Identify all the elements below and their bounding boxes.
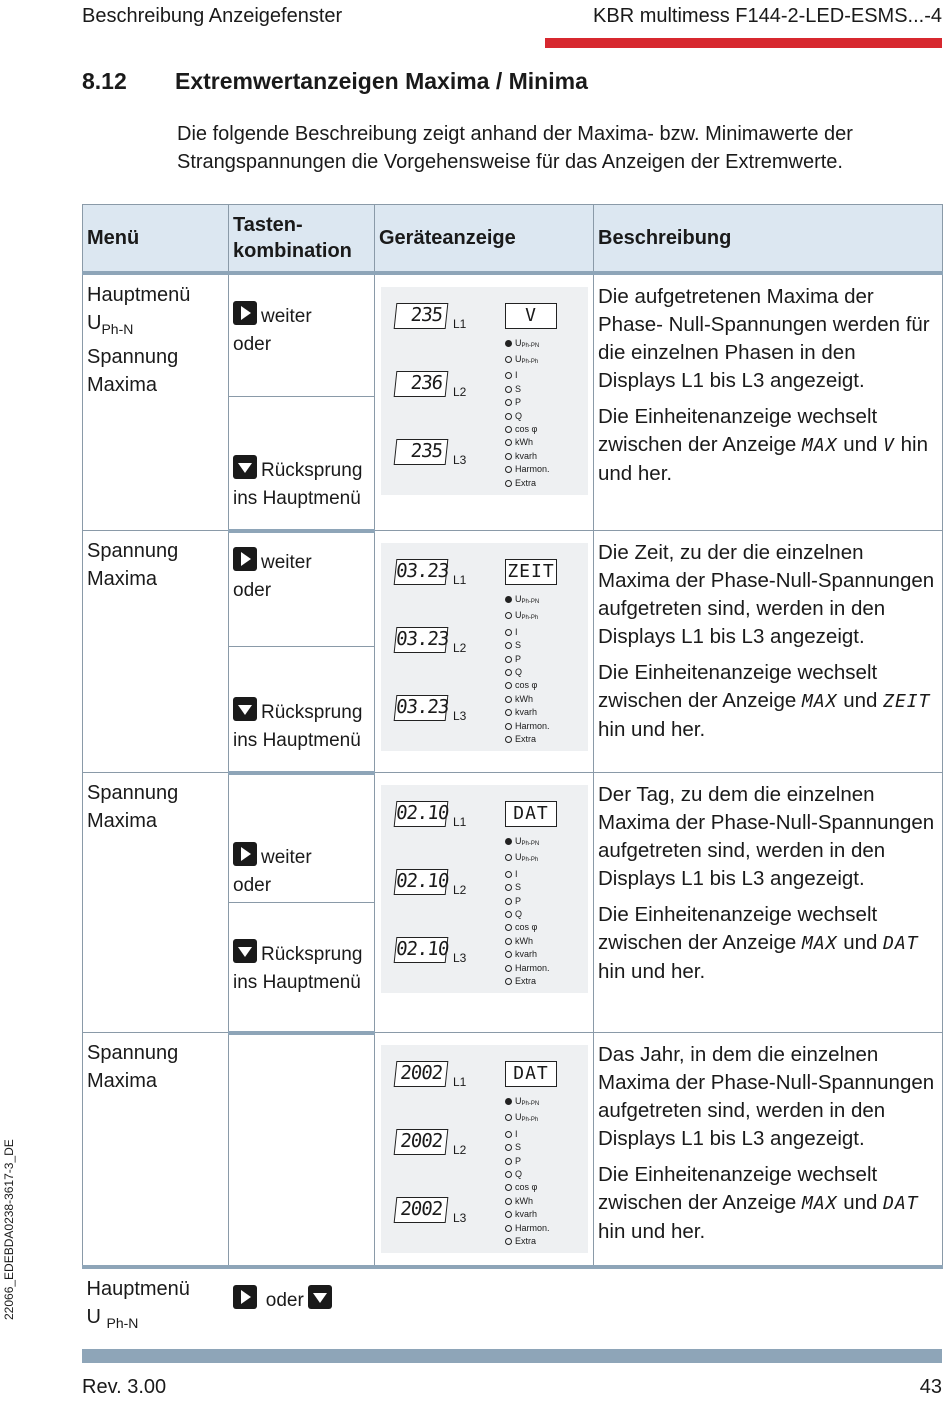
right-arrow-key-icon (233, 547, 257, 571)
lcd-max: MAX (801, 434, 838, 456)
led-off-icon (505, 854, 512, 861)
key-weiter: weiter (261, 551, 312, 573)
indicator-q: Q (505, 1168, 550, 1181)
table-row (83, 1267, 943, 1341)
key-oder: oder (233, 875, 272, 896)
indicator-extra: Extra (505, 477, 550, 490)
led-off-icon (505, 1131, 512, 1138)
indicator-list (505, 593, 550, 746)
display-l3: 03.23 (394, 695, 449, 721)
right-arrow-key-icon (233, 301, 257, 325)
key-ruecksprung: Rücksprung (261, 701, 363, 723)
unit-display: ZEIT (505, 559, 557, 585)
display-l1: 02.10 (394, 801, 449, 827)
key-cell (229, 1033, 375, 1268)
label-l3: L3 (453, 1211, 467, 1225)
key-weiter: weiter (261, 305, 312, 327)
indicator-s: S (505, 383, 550, 396)
unit-display: DAT (505, 1061, 557, 1087)
indicator-s: S (505, 881, 550, 894)
key-oder: oder (233, 333, 272, 355)
header-accent-bar (545, 38, 942, 48)
table-header-row (83, 205, 943, 273)
indicator-harmon: Harmon. (505, 962, 550, 975)
indicator-u-ph-ph: UPh-Ph (505, 1111, 550, 1127)
led-off-icon (505, 924, 512, 931)
indicator-cos: cos φ (505, 921, 550, 934)
lcd-unit: V (883, 434, 895, 456)
menu-line: Spannung (87, 782, 179, 804)
description-unit-text: Die Einheitenanzeige wechselt zwischen der Anzeige MAX und DAT hin und her. (598, 1163, 919, 1243)
menu-cell (83, 531, 229, 773)
lcd-max: MAX (801, 1193, 838, 1214)
led-off-icon (505, 723, 512, 730)
menu-line: Hauptmenü (86, 1278, 190, 1300)
led-off-icon (505, 1171, 512, 1178)
menu-line: Maxima (87, 1070, 158, 1092)
label-l1: L1 (453, 1075, 467, 1089)
led-off-icon (505, 736, 512, 743)
menu-line: Maxima (87, 373, 158, 396)
header-product: KBR multimess F144-2-LED-ESMS...-4 (593, 5, 942, 27)
indicator-extra: Extra (505, 975, 550, 988)
led-off-icon (505, 480, 512, 487)
led-off-icon (505, 426, 512, 433)
led-off-icon (505, 612, 512, 619)
description-unit-text: Die Einheitenanzeige wechselt zwischen der Anzeige MAX und V hin und her. (598, 404, 929, 485)
led-off-icon (505, 1225, 512, 1232)
menu-line: Maxima (87, 810, 158, 832)
description-unit-text: Die Einheitenanzeige wechselt zwischen der Anzeige MAX und DAT hin und her. (598, 903, 919, 983)
led-off-icon (505, 399, 512, 406)
device-display-panel (381, 287, 588, 495)
label-l3: L3 (453, 951, 467, 965)
description-cell (594, 273, 943, 531)
indicator-s: S (505, 1141, 550, 1154)
label-l3: L3 (453, 709, 467, 723)
menu-cell (83, 773, 229, 1033)
display-l2: 03.23 (394, 627, 449, 653)
intro-paragraph: Die folgende Beschreibung zeigt anhand der Maxima- bzw. Minimawerte der Strangspannungen die Vorgehensweise für das Anzeigen der Extremwerte. (177, 123, 853, 173)
indicator-harmon: Harmon. (505, 463, 550, 476)
table-row (83, 273, 943, 397)
header-display: Geräteanzeige (375, 205, 594, 273)
indicator-kwh: kWh (505, 693, 550, 706)
lcd-unit: ZEIT (883, 691, 931, 712)
indicator-q: Q (505, 908, 550, 921)
right-arrow-key-icon (233, 842, 257, 866)
indicator-extra: Extra (505, 1235, 550, 1248)
lcd-max: MAX (801, 691, 838, 712)
key-cell (229, 773, 375, 903)
display-l3: 2002 (394, 1197, 449, 1223)
menu-cell (83, 1267, 229, 1341)
indicator-harmon: Harmon. (505, 720, 550, 733)
label-l2: L2 (453, 1143, 467, 1157)
led-on-icon (505, 340, 512, 347)
footer-bar (82, 1349, 942, 1363)
display-cell (375, 273, 594, 531)
led-off-icon (505, 372, 512, 379)
indicator-i: I (505, 369, 550, 382)
key-cell (229, 1267, 375, 1341)
down-arrow-key-icon (233, 939, 257, 963)
indicator-u-ph-pn: UPh-PN (505, 337, 550, 353)
header-keys-line2: kombination (233, 239, 352, 262)
indicator-harmon: Harmon. (505, 1222, 550, 1235)
led-on-icon (505, 1098, 512, 1105)
label-l2: L2 (453, 641, 467, 655)
indicator-p: P (505, 1155, 550, 1168)
display-l2: 236 (394, 371, 449, 397)
key-cell (229, 647, 375, 773)
led-off-icon (505, 884, 512, 891)
key-hauptmenue: ins Hauptmenü (233, 487, 361, 509)
indicator-u-ph-ph: UPh-Ph (505, 609, 550, 625)
key-cell (229, 903, 375, 1033)
led-off-icon (505, 413, 512, 420)
display-cell (375, 1033, 594, 1268)
indicator-i: I (505, 1128, 550, 1141)
table-row (83, 1033, 943, 1268)
led-off-icon (505, 709, 512, 716)
device-display-panel (381, 543, 588, 751)
led-off-icon (505, 1211, 512, 1218)
unit-display: DAT (505, 801, 557, 827)
menu-cell (83, 273, 229, 531)
key-cell (229, 397, 375, 531)
led-off-icon (505, 871, 512, 878)
key-hauptmenue: ins Hauptmenü (233, 971, 361, 993)
led-on-icon (505, 838, 512, 845)
display-l3: 235 (394, 439, 449, 465)
display-l2: 02.10 (394, 869, 449, 895)
indicator-kvarh: kvarh (505, 450, 550, 463)
lcd-unit: DAT (883, 1193, 919, 1214)
led-off-icon (505, 1184, 512, 1191)
led-off-icon (505, 642, 512, 649)
menu-line: Spannung (87, 1042, 179, 1064)
description-text: Die Zeit, zu der die einzelnen Maxima der Phase-Null-Spannungen aufgetreten sind, werden in den Displays L1 bis L3 angezeigt. (598, 541, 935, 648)
device-display-panel (381, 785, 588, 993)
indicator-p: P (505, 396, 550, 409)
menu-cell (83, 1033, 229, 1268)
indicator-cos: cos φ (505, 679, 550, 692)
led-off-icon (505, 439, 512, 446)
indicator-s: S (505, 639, 550, 652)
header-chapter: Beschreibung Anzeigefenster (82, 5, 343, 27)
description-text: Das Jahr, in dem die einzelnen Maxima der Phase-Null-Spannungen aufgetreten sind, werden in den Displays L1 bis L3 angezeigt. (598, 1043, 935, 1150)
table-row (83, 773, 943, 903)
indicator-cos: cos φ (505, 1181, 550, 1194)
label-l2: L2 (453, 384, 467, 399)
led-on-icon (505, 596, 512, 603)
led-off-icon (505, 696, 512, 703)
menu-line: U $_{Ph-N}$ (86, 1306, 139, 1331)
description-text: Der Tag, zu dem die einzelnen Maxima der Phase-Null-Spannungen aufgetreten sind, werden in den Displays L1 bis L3 angezeigt. (598, 783, 935, 890)
header-description: Beschreibung (594, 205, 943, 273)
table-row (83, 531, 943, 647)
label-l3: L3 (453, 452, 467, 467)
indicator-extra: Extra (505, 733, 550, 746)
indicator-cos: cos φ (505, 423, 550, 436)
extreme-values-table (82, 204, 943, 1341)
description-cell (594, 531, 943, 773)
led-off-icon (505, 466, 512, 473)
led-off-icon (505, 669, 512, 676)
indicator-kvarh: kvarh (505, 948, 550, 961)
led-off-icon (505, 1198, 512, 1205)
key-hauptmenue: ins Hauptmenü (233, 729, 361, 751)
led-off-icon (505, 898, 512, 905)
indicator-kwh: kWh (505, 1195, 550, 1208)
header-keys (229, 205, 375, 273)
indicator-p: P (505, 653, 550, 666)
key-ruecksprung: Rücksprung (261, 459, 363, 481)
lcd-max: MAX (801, 933, 838, 954)
indicator-list (505, 1095, 550, 1248)
key-oder: oder (265, 1290, 304, 1311)
key-weiter: weiter (261, 847, 312, 868)
led-off-icon (505, 951, 512, 958)
led-off-icon (505, 656, 512, 663)
indicator-q: Q (505, 666, 550, 679)
display-cell (375, 531, 594, 773)
indicator-kvarh: kvarh (505, 706, 550, 719)
indicator-p: P (505, 895, 550, 908)
device-display-panel (381, 1045, 588, 1253)
indicator-kwh: kWh (505, 436, 550, 449)
indicator-u-ph-pn: UPh-PN (505, 593, 550, 609)
description-cell (594, 773, 943, 1033)
menu-line: $U_{Ph-N}$ (87, 311, 134, 337)
menu-line: Maxima (87, 568, 158, 590)
indicator-kvarh: kvarh (505, 1208, 550, 1221)
document-code: 22066_EDEBDA0238-3617-3_DE (2, 1139, 16, 1320)
led-off-icon (505, 453, 512, 460)
indicator-list (505, 337, 550, 490)
label-l1: L1 (453, 815, 467, 829)
indicator-i: I (505, 868, 550, 881)
menu-line: Hauptmenü (87, 283, 191, 306)
label-l1: L1 (453, 316, 467, 331)
key-oder: oder (233, 579, 272, 601)
led-off-icon (505, 978, 512, 985)
indicator-u-ph-pn: UPh-PN (505, 835, 550, 851)
indicator-u-ph-ph: UPh-Ph (505, 851, 550, 867)
section-title: Extremwertanzeigen Maxima / Minima (175, 68, 588, 94)
key-cell (229, 531, 375, 647)
indicator-u-ph-pn: UPh-PN (505, 1095, 550, 1111)
description-text: Die aufgetretenen Maxima der Phase- Null-Spannungen werden für die einzelnen Phasen in den Displays L1 bis L3 angezeigt. (598, 284, 930, 392)
led-off-icon (505, 938, 512, 945)
page-number: 43 (919, 1376, 942, 1398)
lcd-unit: DAT (883, 933, 919, 954)
indicator-u-ph-ph: UPh-Ph (505, 353, 550, 369)
display-l3: 02.10 (394, 937, 449, 963)
key-cell (229, 273, 375, 397)
led-off-icon (505, 629, 512, 636)
led-off-icon (505, 682, 512, 689)
down-arrow-key-icon (233, 697, 257, 721)
footer-revision: Rev. 3.00 (82, 1376, 167, 1398)
led-off-icon (505, 1238, 512, 1245)
display-l1: 03.23 (394, 559, 449, 585)
led-off-icon (505, 911, 512, 918)
led-off-icon (505, 356, 512, 363)
header-keys-line1: Tasten- (233, 213, 303, 236)
led-off-icon (505, 1114, 512, 1121)
indicator-kwh: kWh (505, 935, 550, 948)
down-arrow-key-icon (233, 455, 257, 479)
menu-line: Spannung (87, 345, 179, 368)
header-menu: Menü (83, 205, 229, 273)
display-l1: 235 (394, 303, 449, 329)
indicator-q: Q (505, 410, 550, 423)
indicator-i: I (505, 626, 550, 639)
display-cell (375, 773, 594, 1033)
down-arrow-key-icon (308, 1285, 332, 1309)
led-off-icon (505, 1144, 512, 1151)
key-ruecksprung: Rücksprung (261, 943, 363, 965)
label-l1: L1 (453, 573, 467, 587)
led-off-icon (505, 386, 512, 393)
indicator-list (505, 835, 550, 988)
unit-display: V (505, 303, 557, 329)
menu-line: Spannung (87, 540, 179, 562)
description-cell (594, 1033, 943, 1268)
section-number: 8.12 (82, 68, 127, 94)
led-off-icon (505, 965, 512, 972)
display-l2: 2002 (394, 1129, 449, 1155)
display-l1: 2002 (394, 1061, 449, 1087)
label-l2: L2 (453, 883, 467, 897)
right-arrow-key-icon (233, 1285, 257, 1309)
led-off-icon (505, 1158, 512, 1165)
description-unit-text: Die Einheitenanzeige wechselt zwischen der Anzeige MAX und ZEIT hin und her. (598, 661, 931, 741)
